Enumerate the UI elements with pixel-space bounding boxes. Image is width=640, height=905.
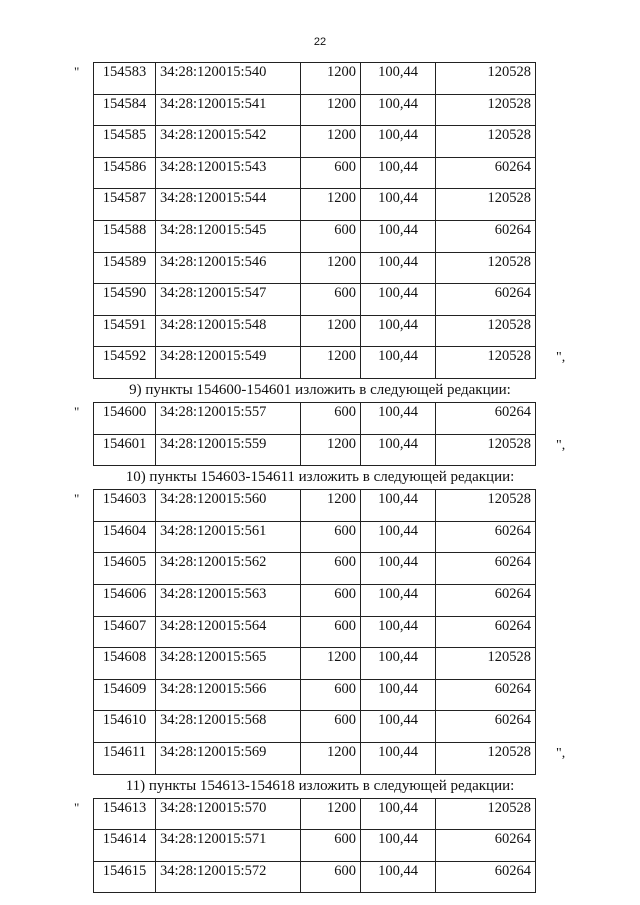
table-row xyxy=(94,798,536,830)
table-row xyxy=(94,403,536,435)
section-heading: 11) пункты 154613-154618 изложить в следующей редакции: xyxy=(125,777,515,794)
cell-point-number: 154589 xyxy=(94,252,156,284)
page-number: 22 xyxy=(313,36,327,48)
cell-cadastral-number: 34:28:120015:563 xyxy=(156,584,301,616)
cell-area: 1200 xyxy=(301,490,361,522)
cell-area: 600 xyxy=(301,157,361,189)
opening-quote: " xyxy=(74,491,80,507)
cell-amount: 60264 xyxy=(436,616,536,648)
cell-point-number: 154615 xyxy=(94,861,156,893)
cell-area: 600 xyxy=(301,830,361,862)
cell-cadastral-number: 34:28:120015:545 xyxy=(156,220,301,252)
cell-cadastral-number: 34:28:120015:570 xyxy=(156,798,301,830)
table-row xyxy=(94,490,536,522)
table-row xyxy=(94,648,536,680)
cell-point-number: 154614 xyxy=(94,830,156,862)
cell-amount: 60264 xyxy=(436,553,536,585)
cell-area: 1200 xyxy=(301,252,361,284)
cell-rate: 100,44 xyxy=(361,63,436,95)
cell-point-number: 154585 xyxy=(94,126,156,158)
cell-area: 600 xyxy=(301,553,361,585)
data-table xyxy=(93,798,536,894)
cell-area: 600 xyxy=(301,584,361,616)
table-row xyxy=(94,584,536,616)
opening-quote: " xyxy=(74,404,80,419)
table-row xyxy=(94,742,536,774)
cell-area: 1200 xyxy=(301,63,361,95)
data-table xyxy=(93,62,536,379)
cell-point-number: 154608 xyxy=(94,648,156,680)
cell-amount: 60264 xyxy=(436,830,536,862)
cell-area: 600 xyxy=(301,861,361,893)
cell-point-number: 154604 xyxy=(94,521,156,553)
cell-amount: 60264 xyxy=(436,403,536,435)
cell-area: 600 xyxy=(301,616,361,648)
cell-area: 600 xyxy=(301,521,361,553)
cell-cadastral-number: 34:28:120015:571 xyxy=(156,830,301,862)
cell-cadastral-number: 34:28:120015:547 xyxy=(156,284,301,316)
table-row xyxy=(94,157,536,189)
cell-amount: 120528 xyxy=(436,434,536,466)
cell-rate: 100,44 xyxy=(361,490,436,522)
section-heading: 9) пункты 154600-154601 изложить в следующей редакции: xyxy=(129,382,511,398)
cell-rate: 100,44 xyxy=(361,434,436,466)
cell-cadastral-number: 34:28:120015:562 xyxy=(156,553,301,585)
table-row xyxy=(94,861,536,893)
cell-rate: 100,44 xyxy=(361,347,436,379)
cell-cadastral-number: 34:28:120015:548 xyxy=(156,315,301,347)
cell-point-number: 154605 xyxy=(94,553,156,585)
cell-cadastral-number: 34:28:120015:544 xyxy=(156,189,301,221)
cell-point-number: 154601 xyxy=(94,434,156,466)
cell-point-number: 154591 xyxy=(94,315,156,347)
cell-point-number: 154609 xyxy=(94,679,156,711)
cell-rate: 100,44 xyxy=(361,584,436,616)
cell-point-number: 154586 xyxy=(94,157,156,189)
table-row xyxy=(94,434,536,466)
cell-amount: 120528 xyxy=(436,126,536,158)
cell-amount: 120528 xyxy=(436,94,536,126)
cell-area: 1200 xyxy=(301,347,361,379)
cell-amount: 60264 xyxy=(436,284,536,316)
table-row xyxy=(94,521,536,553)
cell-rate: 100,44 xyxy=(361,648,436,680)
cell-area: 1200 xyxy=(301,315,361,347)
cell-point-number: 154613 xyxy=(94,798,156,830)
cell-point-number: 154607 xyxy=(94,616,156,648)
cell-rate: 100,44 xyxy=(361,742,436,774)
cell-point-number: 154583 xyxy=(94,63,156,95)
table-row xyxy=(94,94,536,126)
table-row xyxy=(94,553,536,585)
cell-rate: 100,44 xyxy=(361,798,436,830)
cell-cadastral-number: 34:28:120015:566 xyxy=(156,679,301,711)
cell-area: 600 xyxy=(301,220,361,252)
cell-cadastral-number: 34:28:120015:542 xyxy=(156,126,301,158)
table-row xyxy=(94,347,536,379)
cell-amount: 120528 xyxy=(436,490,536,522)
cell-point-number: 154584 xyxy=(94,94,156,126)
cell-cadastral-number: 34:28:120015:572 xyxy=(156,861,301,893)
cell-amount: 120528 xyxy=(436,798,536,830)
cell-cadastral-number: 34:28:120015:565 xyxy=(156,648,301,680)
cell-cadastral-number: 34:28:120015:564 xyxy=(156,616,301,648)
table-row xyxy=(94,830,536,862)
cell-rate: 100,44 xyxy=(361,861,436,893)
cell-area: 1200 xyxy=(301,189,361,221)
cell-cadastral-number: 34:28:120015:546 xyxy=(156,252,301,284)
cell-area: 600 xyxy=(301,711,361,743)
cell-point-number: 154603 xyxy=(94,490,156,522)
table-row xyxy=(94,189,536,221)
table-row xyxy=(94,284,536,316)
cell-point-number: 154592 xyxy=(94,347,156,379)
cell-point-number: 154588 xyxy=(94,220,156,252)
cell-rate: 100,44 xyxy=(361,220,436,252)
cell-point-number: 154611 xyxy=(94,742,156,774)
cell-amount: 120528 xyxy=(436,189,536,221)
cell-amount: 60264 xyxy=(436,157,536,189)
cell-rate: 100,44 xyxy=(361,521,436,553)
cell-amount: 60264 xyxy=(436,861,536,893)
cell-rate: 100,44 xyxy=(361,403,436,435)
cell-point-number: 154610 xyxy=(94,711,156,743)
cell-amount: 120528 xyxy=(436,347,536,379)
table-row xyxy=(94,126,536,158)
cell-cadastral-number: 34:28:120015:557 xyxy=(156,403,301,435)
opening-quote: " xyxy=(74,799,80,815)
cell-rate: 100,44 xyxy=(361,830,436,862)
cell-rate: 100,44 xyxy=(361,157,436,189)
opening-quote: " xyxy=(74,64,80,79)
cell-cadastral-number: 34:28:120015:560 xyxy=(156,490,301,522)
closing-quote: ", xyxy=(556,746,566,761)
closing-quote: ", xyxy=(556,350,566,366)
cell-cadastral-number: 34:28:120015:540 xyxy=(156,63,301,95)
cell-cadastral-number: 34:28:120015:549 xyxy=(156,347,301,379)
cell-area: 600 xyxy=(301,284,361,316)
cell-rate: 100,44 xyxy=(361,94,436,126)
cell-rate: 100,44 xyxy=(361,679,436,711)
cell-amount: 60264 xyxy=(436,679,536,711)
cell-amount: 120528 xyxy=(436,742,536,774)
cell-rate: 100,44 xyxy=(361,711,436,743)
cell-cadastral-number: 34:28:120015:569 xyxy=(156,742,301,774)
cell-area: 1200 xyxy=(301,742,361,774)
cell-rate: 100,44 xyxy=(361,126,436,158)
table-row xyxy=(94,315,536,347)
cell-area: 600 xyxy=(301,679,361,711)
cell-rate: 100,44 xyxy=(361,252,436,284)
cell-point-number: 154587 xyxy=(94,189,156,221)
cell-cadastral-number: 34:28:120015:568 xyxy=(156,711,301,743)
section-heading: 10) пункты 154603-154611 изложить в следующей редакции: xyxy=(125,469,515,486)
cell-cadastral-number: 34:28:120015:559 xyxy=(156,434,301,466)
cell-area: 600 xyxy=(301,403,361,435)
cell-amount: 60264 xyxy=(436,521,536,553)
cell-cadastral-number: 34:28:120015:543 xyxy=(156,157,301,189)
cell-area: 1200 xyxy=(301,798,361,830)
data-table xyxy=(93,489,536,774)
cell-rate: 100,44 xyxy=(361,315,436,347)
cell-amount: 120528 xyxy=(436,315,536,347)
cell-point-number: 154606 xyxy=(94,584,156,616)
table-row xyxy=(94,220,536,252)
cell-point-number: 154600 xyxy=(94,403,156,435)
table-row xyxy=(94,679,536,711)
cell-amount: 120528 xyxy=(436,648,536,680)
cell-cadastral-number: 34:28:120015:541 xyxy=(156,94,301,126)
cell-rate: 100,44 xyxy=(361,189,436,221)
table-row xyxy=(94,711,536,743)
cell-amount: 120528 xyxy=(436,63,536,95)
cell-amount: 60264 xyxy=(436,220,536,252)
cell-point-number: 154590 xyxy=(94,284,156,316)
cell-area: 1200 xyxy=(301,648,361,680)
data-table xyxy=(93,402,536,466)
cell-cadastral-number: 34:28:120015:561 xyxy=(156,521,301,553)
cell-amount: 60264 xyxy=(436,584,536,616)
cell-rate: 100,44 xyxy=(361,553,436,585)
cell-amount: 120528 xyxy=(436,252,536,284)
closing-quote: ", xyxy=(556,437,566,453)
cell-area: 1200 xyxy=(301,434,361,466)
cell-rate: 100,44 xyxy=(361,616,436,648)
cell-area: 1200 xyxy=(301,94,361,126)
table-row xyxy=(94,252,536,284)
cell-amount: 60264 xyxy=(436,711,536,743)
table-row xyxy=(94,616,536,648)
cell-rate: 100,44 xyxy=(361,284,436,316)
cell-area: 1200 xyxy=(301,126,361,158)
table-row xyxy=(94,63,536,95)
